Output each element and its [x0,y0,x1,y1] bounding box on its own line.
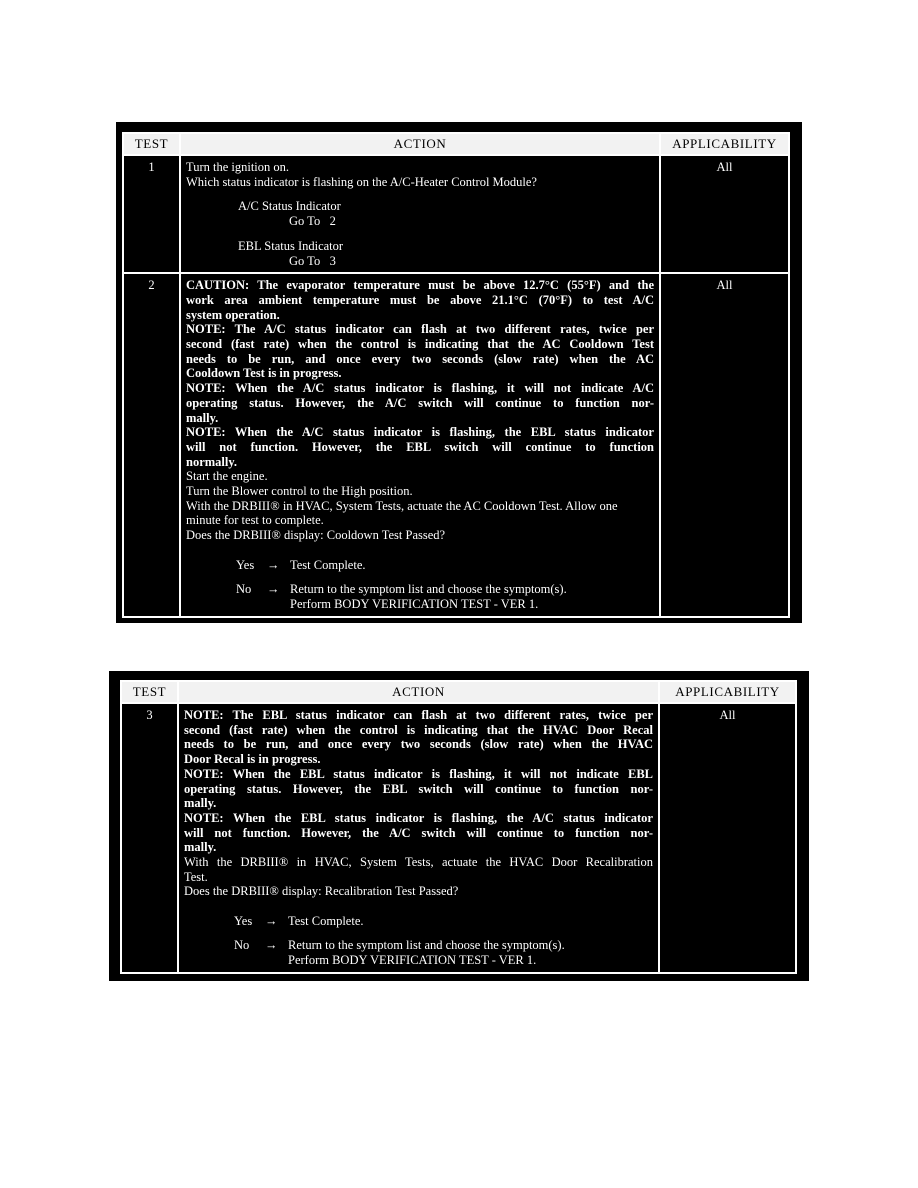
applicability-value: All [660,273,789,616]
note-line: second (fast rate) when the control is indicating that the AC Cooldown Test [186,337,654,352]
note-line: mally. [184,796,217,811]
note-line: operating status. However, the EBL switch will continue to function nor- [184,781,653,796]
table-header-row [123,133,789,155]
no-option [184,938,653,953]
no-result: Return to the symptom list and choose the symptom(s). [290,581,567,596]
arrow-icon: → [267,581,280,596]
table-header-row [121,681,796,703]
test-number: 3 [121,703,178,973]
diagnostic-table-2 [120,680,797,974]
choice-goto: Go To 3 [289,253,336,268]
note-line: second (fast rate) when the control is indicating that the HVAC Door Recal [184,722,653,737]
no-label: No [236,581,252,596]
choice-label: EBL Status Indicator [238,238,344,253]
table-row [123,273,789,616]
action-line: Start the engine. [186,469,268,484]
action-line: Turn the Blower control to the High position. [186,484,413,499]
action-line: Test. [184,869,208,884]
yes-result: Test Complete. [290,557,366,572]
choice-label: A/C Status Indicator [238,199,341,214]
header-action: ACTION [178,681,659,703]
note-line: normally. [186,454,238,469]
note-line: mally. [186,410,219,425]
action-cell [178,703,659,973]
yes-result: Test Complete. [288,914,364,929]
arrow-icon: → [265,938,278,953]
note-line: NOTE: The A/C status indicator can flash at two different rates, twice per [186,322,654,337]
note-line: mally. [184,840,217,855]
applicability-value: All [660,155,789,273]
note-line: NOTE: When the A/C status indicator is flashing, it will not indicate A/C [186,381,654,396]
action-line: With the DRBIII® in HVAC, System Tests, actuate the AC Cooldown Test. Allow one [186,498,618,513]
yes-option [184,914,653,929]
header-test: TEST [123,133,180,155]
note-line: needs to be run, and once every two seconds (slow rate) when the HVAC [184,737,653,752]
yes-label: Yes [236,557,255,572]
header-applicability: APPLICABILITY [660,133,789,155]
table-row [121,703,796,973]
diagnostic-table-1 [122,132,790,618]
action-cell [180,155,660,273]
action-line: minute for test to complete. [186,513,324,528]
note-line: Door Recal is in progress. [184,752,321,767]
test-number: 2 [123,273,180,616]
note-line: will not function. However, the EBL switch will continue to function [186,439,654,454]
note-line: needs to be run, and once every two seconds (slow rate) when the AC [186,351,654,366]
action-line: Which status indicator is flashing on the A/C-Heater Control Module? [186,174,537,189]
note-line: will not function. However, the A/C switch will continue to function nor- [184,825,653,840]
applicability-value: All [659,703,796,973]
arrow-icon: → [265,914,278,929]
action-line: Does the DRBIII® display: Cooldown Test Passed? [186,528,446,543]
arrow-icon: → [267,557,280,572]
test-number: 1 [123,155,180,273]
caution-line: CAUTION: The evaporator temperature must be above 12.7°C (55°F) and the [186,278,654,293]
note-line: NOTE: When the EBL status indicator is flashing, the A/C status indicator [184,810,653,825]
diagnostic-table-image-1 [116,122,802,623]
caution-line: work area ambient temperature must be above 21.1°C (70°F) to test A/C [186,292,654,307]
header-action: ACTION [180,133,660,155]
choice-goto: Go To 2 [289,214,336,229]
no-option [186,582,654,597]
action-cell [180,273,660,616]
table-row [123,155,789,273]
action-line: With the DRBIII® in HVAC, System Tests, actuate the HVAC Door Recalibration [184,855,653,870]
header-applicability: APPLICABILITY [659,681,796,703]
caution-line: system operation. [186,307,280,322]
yes-label: Yes [234,914,253,929]
no-result: Return to the symptom list and choose the symptom(s). [288,938,565,953]
note-line: NOTE: The EBL status indicator can flash at two different rates, twice per [184,708,653,722]
no-label: No [234,938,250,953]
yes-option [186,558,654,573]
note-line: NOTE: When the EBL status indicator is flashing, it will not indicate EBL [184,766,653,781]
action-line: Turn the ignition on. [186,160,290,174]
no-result-continuation: Perform BODY VERIFICATION TEST - VER 1. [290,596,539,611]
no-result-continuation: Perform BODY VERIFICATION TEST - VER 1. [288,953,537,968]
note-line: operating status. However, the A/C switch will continue to function nor- [186,395,654,410]
diagnostic-table-image-2 [109,671,809,981]
note-line: Cooldown Test is in progress. [186,366,342,381]
note-line: NOTE: When the A/C status indicator is flashing, the EBL status indicator [186,425,654,440]
action-line: Does the DRBIII® display: Recalibration Test Passed? [184,884,459,899]
header-test: TEST [121,681,178,703]
